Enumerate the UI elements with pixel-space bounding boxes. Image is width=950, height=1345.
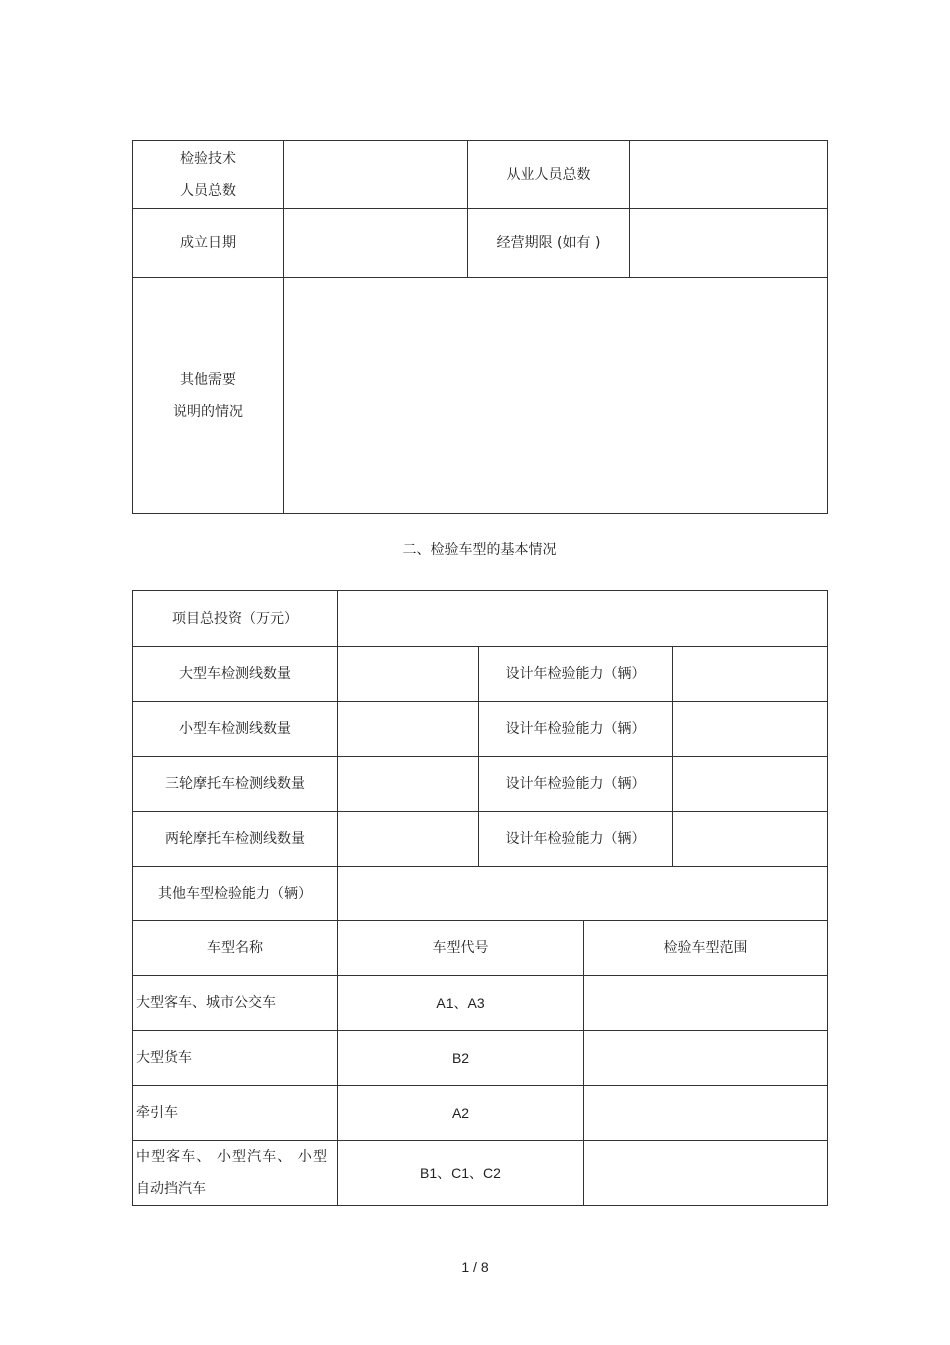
- capacity-label: 设计年检验能力（辆）: [479, 812, 673, 867]
- other-notes-value[interactable]: [284, 278, 828, 514]
- total-staff-label: 从业人员总数: [468, 141, 630, 209]
- other-capacity-value[interactable]: [338, 867, 828, 921]
- established-date-value[interactable]: [284, 209, 468, 278]
- tech-staff-value[interactable]: [284, 141, 468, 209]
- total-investment-label: 项目总投资（万元）: [133, 591, 338, 647]
- inspection-scope-value[interactable]: [584, 1086, 828, 1141]
- tech-staff-label: 检验技术 人员总数: [133, 141, 284, 209]
- capacity-label: 设计年检验能力（辆）: [479, 757, 673, 812]
- total-investment-value[interactable]: [338, 591, 828, 647]
- header-inspection-scope: 检验车型范围: [584, 921, 828, 976]
- capacity-value[interactable]: [673, 812, 828, 867]
- capacity-label: 设计年检验能力（辆）: [479, 647, 673, 702]
- business-term-label: 经营期限 (如有 ): [468, 209, 630, 278]
- basic-info-table: [132, 140, 828, 514]
- line-count-value[interactable]: [338, 647, 479, 702]
- total-staff-value[interactable]: [630, 141, 828, 209]
- capacity-value[interactable]: [673, 757, 828, 812]
- line-count-value[interactable]: [338, 812, 479, 867]
- business-term-value[interactable]: [630, 209, 828, 278]
- vehicle-name: 牵引车: [133, 1086, 338, 1141]
- other-capacity-label: 其他车型检验能力（辆）: [133, 867, 338, 921]
- line-count-value[interactable]: [338, 757, 479, 812]
- page-number: 1 / 8: [461, 1259, 489, 1275]
- vehicle-name: 中型客车、 小型汽车、 小型 自动挡汽车: [133, 1141, 338, 1206]
- vehicle-name: 大型货车: [133, 1031, 338, 1086]
- vehicle-code: A1、A3: [338, 976, 584, 1031]
- inspection-scope-value[interactable]: [584, 1031, 828, 1086]
- other-notes-label: 其他需要 说明的情况: [133, 278, 284, 514]
- capacity-value[interactable]: [673, 647, 828, 702]
- line-count-label: 大型车检测线数量: [133, 647, 338, 702]
- vehicle-code: A2: [338, 1086, 584, 1141]
- line-count-value[interactable]: [338, 702, 479, 757]
- inspection-scope-value[interactable]: [584, 1141, 828, 1206]
- vehicle-code: B2: [338, 1031, 584, 1086]
- capacity-label: 设计年检验能力（辆）: [479, 702, 673, 757]
- inspection-scope-value[interactable]: [584, 976, 828, 1031]
- vehicle-name: 大型客车、城市公交车: [133, 976, 338, 1031]
- header-vehicle-code: 车型代号: [338, 921, 584, 976]
- capacity-value[interactable]: [673, 702, 828, 757]
- line-count-label: 两轮摩托车检测线数量: [133, 812, 338, 867]
- vehicle-code: B1、C1、C2: [338, 1141, 584, 1206]
- header-vehicle-name: 车型名称: [133, 921, 338, 976]
- section-title: 二、检验车型的基本情况: [402, 542, 557, 558]
- established-date-label: 成立日期: [133, 209, 284, 278]
- vehicle-type-table: [132, 590, 828, 1206]
- line-count-label: 小型车检测线数量: [133, 702, 338, 757]
- line-count-label: 三轮摩托车检测线数量: [133, 757, 338, 812]
